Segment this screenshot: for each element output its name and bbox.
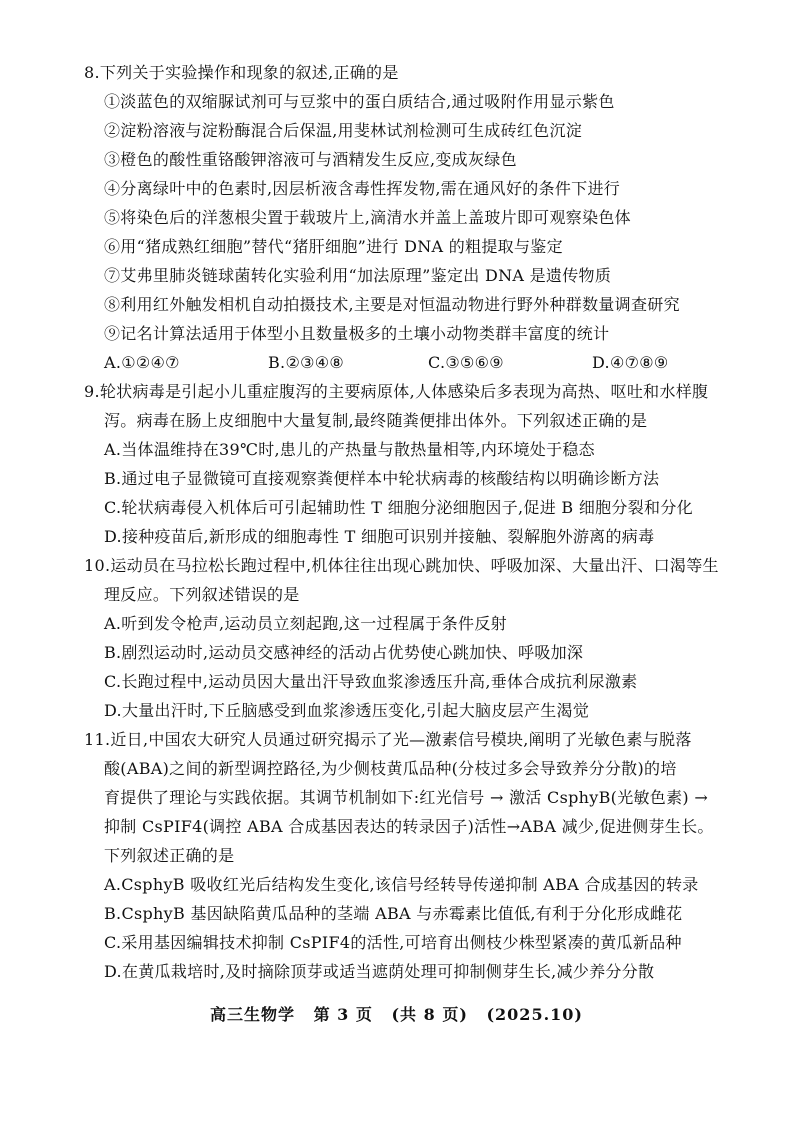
footer-date: (2025.10) — [486, 1005, 583, 1024]
statement-5: ⑤将染色后的洋葱根尖置于载玻片上,滴清水并盖上盖玻片即可观察染色体 — [104, 208, 631, 227]
question-9-stem-line-1: 9.轮状病毒是引起小儿重症腹泻的主要病原体,人体感染后多表现为高热、呕吐和水样腹 — [84, 382, 709, 401]
footer-total-pages: (共 8 页) — [391, 1005, 468, 1024]
option-c: C.③⑤⑥⑨ — [428, 353, 504, 372]
option-a: A.听到发令枪声,运动员立刻起跑,这一过程属于条件反射 — [104, 614, 507, 633]
question-11-stem-line-1: 11.近日,中国农大研究人员通过研究揭示了光—激素信号模块,阐明了光敏色素与脱落 — [84, 730, 692, 749]
question-8-stem: 8.下列关于实验操作和现象的叙述,正确的是 — [84, 63, 399, 82]
option-d: D.④⑦⑧⑨ — [592, 353, 669, 372]
question-10-stem-line-2: 理反应。下列叙述错误的是 — [104, 585, 300, 604]
option-b: B.CsphyB 基因缺陷黄瓜品种的茎端 ABA 与赤霉素比值低,有利于分化形成雌花 — [104, 904, 683, 923]
statement-4: ④分离绿叶中的色素时,因层析液含毒性挥发物,需在通风好的条件下进行 — [104, 179, 621, 198]
question-10-stem-line-1: 10.运动员在马拉松长跑过程中,机体往往出现心跳加快、呼吸加深、大量出汗、口渴等生 — [84, 556, 719, 575]
option-a: A.CsphyB 吸收红光后结构发生变化,该信号经转导传递抑制 ABA 合成基因的转录 — [104, 875, 699, 894]
option-c: C.采用基因编辑技术抑制 CsPIF4的活性,可培育出侧枝少株型紧凑的黄瓜新品种 — [104, 933, 682, 952]
option-c: C.轮状病毒侵入机体后可引起辅助性 T 细胞分泌细胞因子,促进 B 细胞分裂和分化 — [104, 498, 693, 517]
question-11-stem-line-5: 下列叙述正确的是 — [104, 846, 235, 865]
footer-page-number: 第 3 页 — [313, 1005, 373, 1024]
question-9-stem-line-2: 泻。病毒在肠上皮细胞中大量复制,最终随粪便排出体外。下列叙述正确的是 — [104, 411, 648, 430]
option-a: A.当体温维持在39℃时,患儿的产热量与散热量相等,内环境处于稳态 — [104, 440, 595, 459]
statement-1: ①淡蓝色的双缩脲试剂可与豆浆中的蛋白质结合,通过吸附作用显示紫色 — [104, 92, 615, 111]
option-b: B.剧烈运动时,运动员交感神经的活动占优势使心跳加快、呼吸加深 — [104, 643, 584, 662]
statement-8: ⑧利用红外触发相机自动拍摄技术,主要是对恒温动物进行野外种群数量调查研究 — [104, 295, 680, 314]
question-9 — [86, 377, 763, 551]
statement-3: ③橙色的酸性重铬酸钾溶液可与酒精发生反应,变成灰绿色 — [104, 150, 517, 169]
question-10 — [86, 551, 763, 725]
statement-7: ⑦艾弗里肺炎链球菌转化实验利用“加法原理”鉴定出 DNA 是遗传物质 — [104, 266, 612, 285]
footer-subject: 高三生物学 — [210, 1005, 296, 1024]
question-11-stem-line-4: 抑制 CsPIF4(调控 ABA 合成基因表达的转录因子)活性→ABA 减少,促进侧芽生长。 — [104, 817, 714, 836]
option-d: D.在黄瓜栽培时,及时摘除顶芽或适当遮荫处理可抑制侧芽生长,减少养分分散 — [104, 962, 655, 981]
question-8 — [86, 58, 763, 377]
option-d: D.接种疫苗后,新形成的细胞毒性 T 细胞可识别并接触、裂解胞外游离的病毒 — [104, 527, 655, 546]
page-footer — [0, 1002, 793, 1025]
question-11 — [86, 725, 763, 986]
option-b: B.②③④⑧ — [268, 353, 345, 372]
question-11-stem-line-3: 育提供了理论与实践依据。其调节机制如下:红光信号 → 激活 CsphyB(光敏色素) → — [104, 788, 709, 807]
option-c: C.长跑过程中,运动员因大量出汗导致血浆渗透压升高,垂体合成抗利尿激素 — [104, 672, 638, 691]
statement-2: ②淀粉溶液与淀粉酶混合后保温,用斐林试剂检测可生成砖红色沉淀 — [104, 121, 583, 140]
question-11-stem-line-2: 酸(ABA)之间的新型调控路径,为少侧枝黄瓜品种(分枝过多会导致养分分散)的培 — [104, 759, 677, 778]
option-d: D.大量出汗时,下丘脑感受到血浆渗透压变化,引起大脑皮层产生渴觉 — [104, 701, 590, 720]
statement-6: ⑥用“猪成熟红细胞”替代“猪肝细胞”进行 DNA 的粗提取与鉴定 — [104, 237, 563, 256]
option-b: B.通过电子显微镜可直接观察粪便样本中轮状病毒的核酸结构以明确诊断方法 — [104, 469, 660, 488]
question-8-options — [86, 348, 763, 377]
statement-9: ⑨记名计算法适用于体型小且数量极多的土壤小动物类群丰富度的统计 — [104, 324, 610, 343]
option-a: A.①②④⑦ — [104, 353, 180, 372]
